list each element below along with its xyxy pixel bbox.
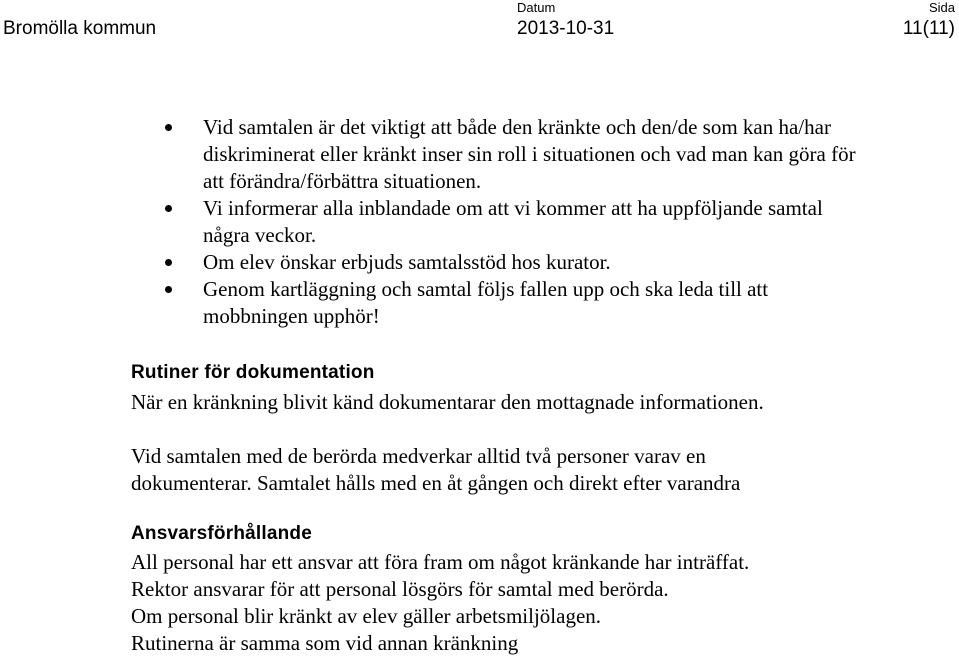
paragraph-line: All personal har ett ansvar att föra fram om något kränkande har inträffat. [131, 550, 750, 574]
list-item-text: Vid samtalen är det viktigt att både den kränkte och den/de som kan ha/har diskriminerat eller kränkt inser sin roll i situationen och vad man kan göra för att förändra/förbättra situationen. [203, 115, 856, 193]
paragraph-line: Rektor ansvarar för att personal lösgörs för samtal med berörda. [131, 577, 669, 601]
date-label: Datum [517, 0, 556, 15]
page-label: Sida [928, 0, 955, 15]
bullet-icon [165, 286, 172, 293]
list-item-text: Om elev önskar erbjuds samtalsstöd hos kurator. [203, 250, 611, 274]
list-item [0, 114, 863, 195]
paragraph-line: Vid samtalen med de berörda medverkar alltid två personer varav en [131, 444, 706, 468]
organization-name: Bromölla kommun [3, 18, 157, 39]
date-value: 2013-10-31 [517, 18, 615, 39]
list-item-text: Vi informerar alla inblandade om att vi kommer att ha uppföljande samtal några veckor. [203, 196, 823, 247]
list-item [0, 195, 863, 249]
page-number: 11(11) [902, 18, 955, 39]
documentation-paragraph-2 [131, 443, 931, 497]
list-item-text: Genom kartläggning och samtal följs fallen upp och ska leda till att mobbningen upphör! [203, 277, 769, 328]
bullet-icon [165, 205, 172, 212]
paragraph-line: dokumenterar. Samtalet hålls med en åt gången och direkt efter varandra [131, 471, 741, 495]
list-item [0, 249, 863, 276]
documentation-paragraph: När en kränkning blivit känd dokumentarar den mottagnade informationen. [131, 390, 764, 414]
list-item [0, 276, 863, 330]
paragraph-line: Rutinerna är samma som vid annan kränkning [131, 631, 519, 655]
responsibility-heading: Ansvarsförhållande [131, 523, 312, 544]
bullet-icon [165, 124, 172, 131]
bullet-list [0, 114, 959, 330]
documentation-heading: Rutiner för dokumentation [131, 362, 375, 383]
bullet-icon [165, 259, 172, 266]
paragraph-line: Om personal blir kränkt av elev gäller arbetsmiljölagen. [131, 604, 602, 628]
page-header [0, 0, 959, 44]
responsibility-text [131, 549, 931, 657]
